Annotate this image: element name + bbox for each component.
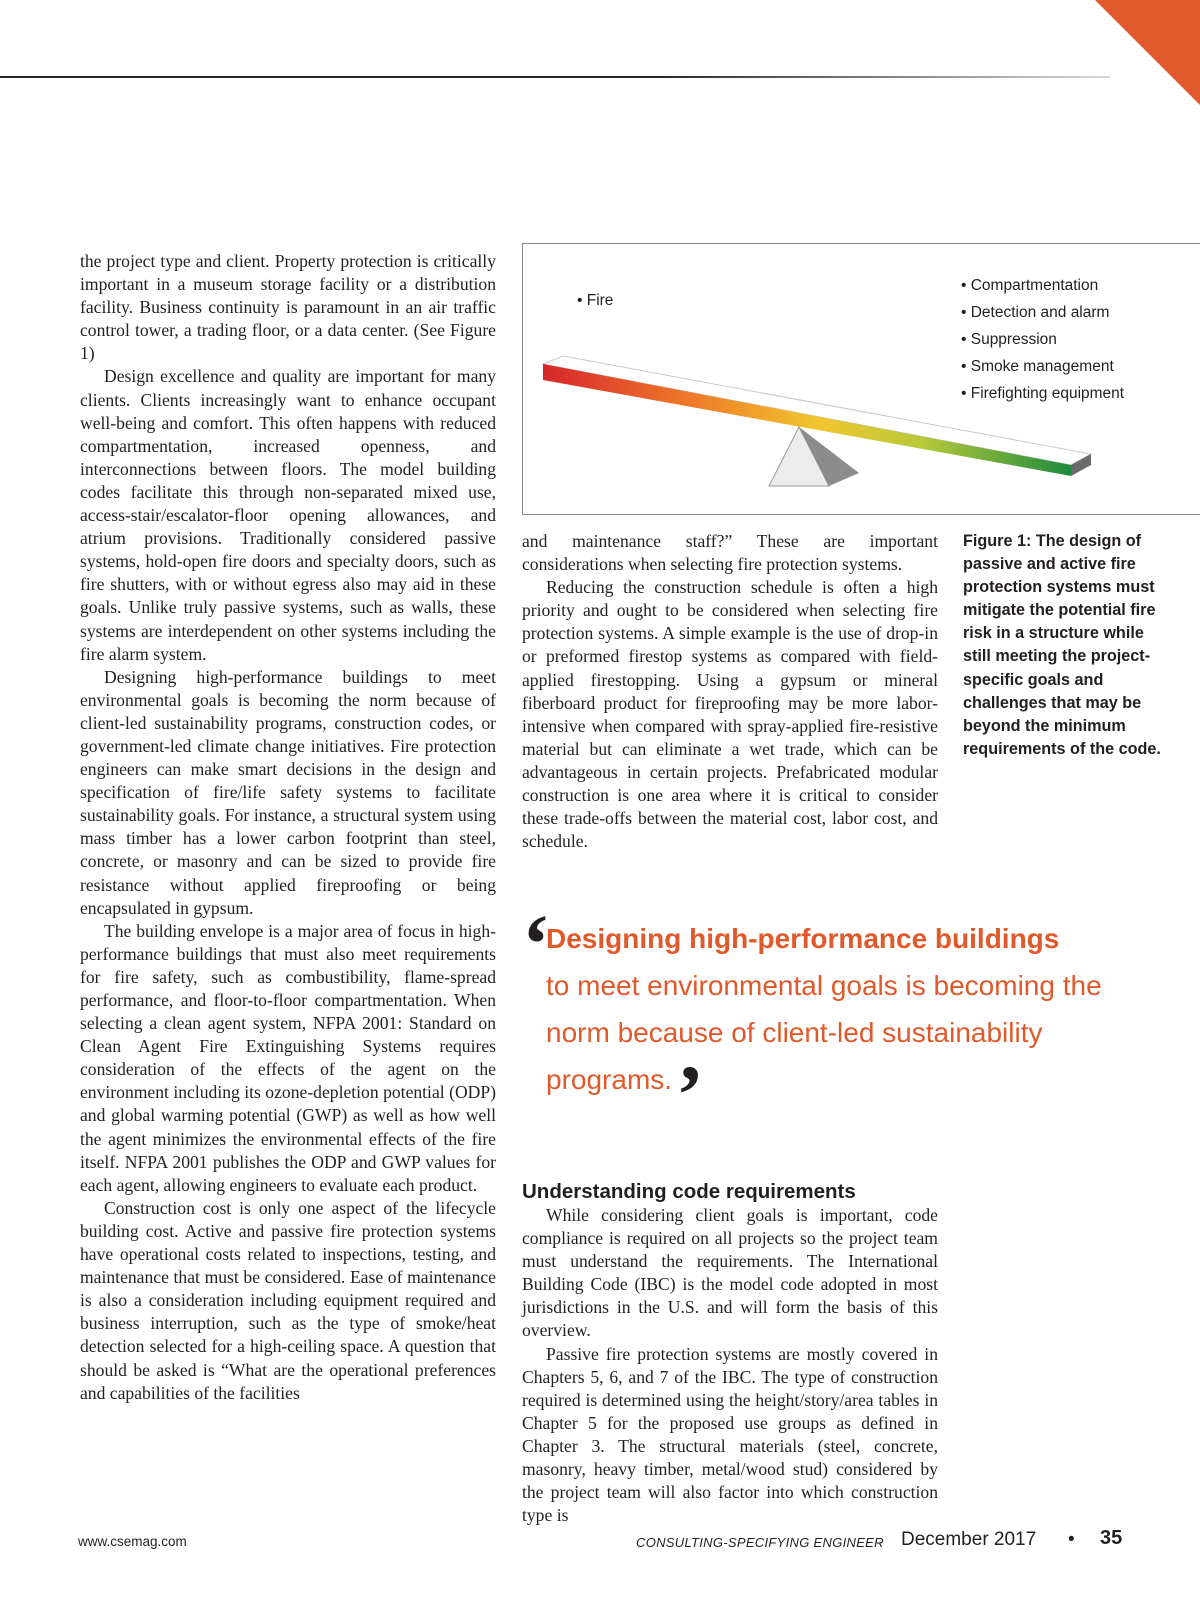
paragraph: the project type and client. Property protection is critically important in a museum storage facility or a distribution facility. Business continuity is paramount in an air traffic control tower, a trading floor, or a data center. (See Figure 1) — [80, 251, 496, 364]
list-item: • Firefighting equipment — [961, 385, 1125, 402]
article-column-right-top — [522, 530, 938, 853]
paragraph: The building envelope is a major area of focus in high- performance buildings that must also meet requirements for fire safety, such as combustibility, flame-spread performance, and floor-to-floor compartmentation. When selecting a clean agent system, NFPA 2001: Standard on Clean Agent Fire Extinguishing Systems requires consideration of the effects of the agent on the environment including its ozone-depletion potential (ODP) and global warming potential (GWP) as well as how well the agent minimizes the environmental effects of the fire itself. NFPA 2001 publishes the ODP and GWP values for each agent, allowing engineers to evaluate each product. — [80, 920, 496, 1195]
page-number: 35 — [1100, 1527, 1123, 1549]
figure-right-list — [961, 272, 1124, 407]
open-quote-icon: ‘ — [522, 898, 550, 991]
pull-quote-text — [522, 915, 1162, 1142]
corner-accent-tab — [1095, 0, 1200, 105]
list-item: • Suppression — [961, 331, 1057, 348]
footer-magazine-name: CONSULTING-SPECIFYING ENGINEER — [636, 1535, 884, 1550]
pull-quote-regular: to meet environmental goals is becoming the norm because of client-led sustainability programs. — [546, 970, 1102, 1095]
footer-website-link[interactable]: www.csemag.com — [78, 1534, 187, 1549]
pull-quote — [522, 898, 1162, 1142]
list-item: • Detection and alarm — [961, 304, 1110, 321]
section-heading: Understanding code requirements — [522, 1180, 856, 1203]
article-column-left — [80, 250, 496, 1405]
paragraph: While considering client goals is important, code compliance is required on all projects so the project team must understand the requirements. The International Building Code (IBC) is the model code adopted in most jurisdictions in the U.S. and will form the basis of this overview. — [522, 1205, 938, 1341]
paragraph: Designing high-performance buildings to meet environmental goals is becoming the norm because of client-led sustainability programs, construction codes, or government-led climate change initiatives. Fire protection engineers can make smart decisions in the design and specification of fire/life safety systems to facilitate sustainability goals. For instance, a structural system using mass timber has a lower carbon footprint than steel, concrete, or masonry and can be sized to provide fire resistance without applied fireproofing or being encapsulated in gypsum. — [80, 666, 496, 918]
paragraph: Reducing the construction schedule is often a high priority and ought to be considered when selecting fire protection systems. A simple example is the use of drop-in or preformed firestop systems as compared with field-applied firestopping. Using a gypsum or mineral fiberboard product for fireproofing may be more labor-intensive when compared with spray-applied fire-resistive material but can eliminate a wet trade, which can be advantageous in certain projects. Prefabricated modular construction is one area where it is critical to consider these trade-offs between the material cost, labor cost, and schedule. — [522, 577, 938, 852]
figure-left-label: • Fire — [577, 292, 614, 309]
header-rule — [0, 76, 1110, 78]
figure-caption: Figure 1: The design of passive and active fire protection systems must mitigate the potential fire risk in a structure while still meeting the project-specific goals and challenges that may be beyond the minimum requirements of the code. — [963, 532, 1161, 758]
paragraph: Passive fire protection systems are mostly covered in Chapters 5, 6, and 7 of the IBC. The type of construction required is determined using the height/story/area tables in Chapter 5 for the proposed use groups as defined in Chapter 3. The structural materials (steel, concrete, masonry, heavy timber, metal/wood stud) considered by the project team will also factor into which construction type is — [522, 1343, 938, 1526]
figure-1 — [522, 243, 1200, 515]
list-item: • Compartmentation — [961, 277, 1099, 294]
pull-quote-bold: Designing high-performance buildings — [546, 923, 1060, 954]
paragraph: Construction cost is only one aspect of the lifecycle building cost. Active and passive fire protection systems have operational costs related to inspections, testing, and maintenance that must be considered. Ease of maintenance is also a consideration including equipment required and business interruption, such as the type of smoke/heat detection selected for a high-ceiling space. A question that should be asked is “What are the operational preferences and capabilities of the facilities — [80, 1197, 496, 1403]
paragraph: and maintenance staff?” These are important considerations when selecting fire protection systems. — [522, 531, 938, 575]
footer-issue-date: December 2017 — [901, 1529, 1037, 1550]
article-column-right-bottom — [522, 1180, 938, 1527]
paragraph: Design excellence and quality are important for many clients. Clients increasingly want to enhance occupant well-being and comfort. This often happens with reduced compartmentation, increased openness, and interconnections between floors. The model building codes facilitate this through non-separated mixed use, access-stair/escalator-floor opening allowances, and atrium provisions. Traditionally considered passive systems, hold-open fire doors and specialty doors, such as fire shutters, with or without egress also may aid in these goals. Unlike truly passive systems, such as walls, these systems are interdependent on other systems including the fire alarm system. — [80, 366, 496, 664]
list-item: • Smoke management — [961, 358, 1114, 375]
footer-bullet-icon: • — [1068, 1529, 1075, 1550]
close-quote-icon: ’ — [676, 1049, 705, 1142]
